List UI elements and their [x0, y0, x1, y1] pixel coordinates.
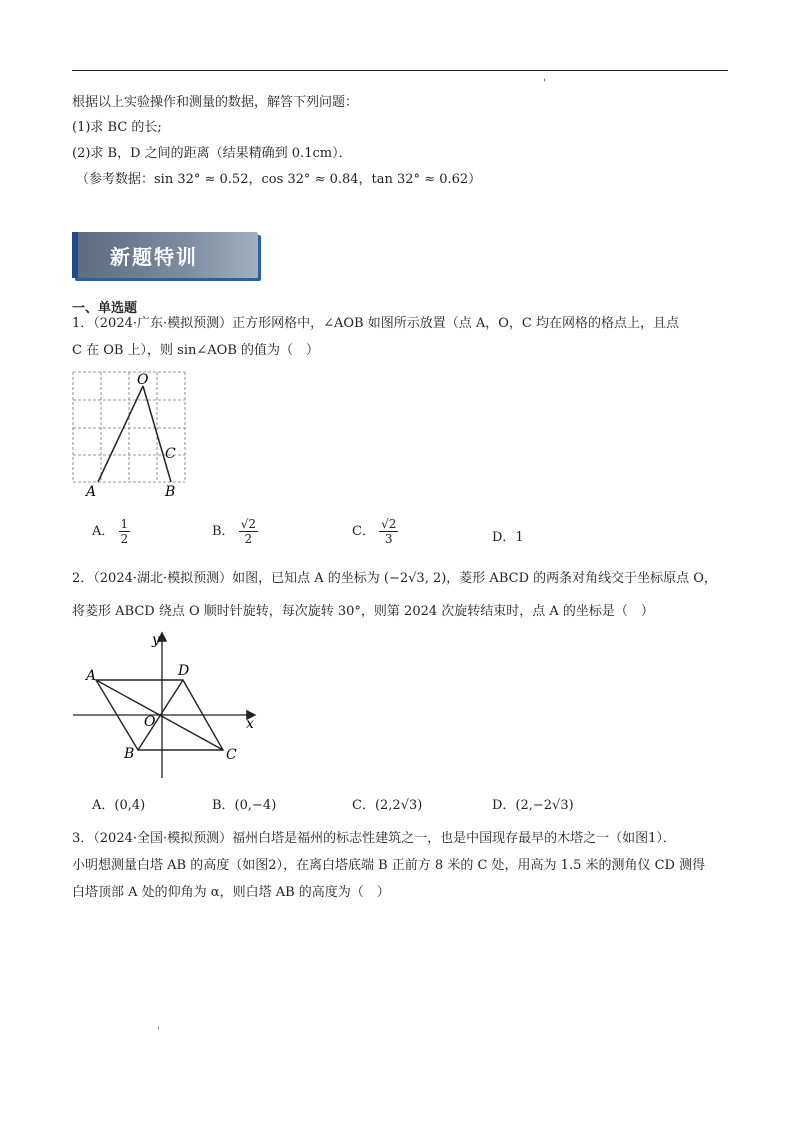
stray-mark-bottom: ': [157, 1026, 160, 1037]
top-rule: [72, 70, 728, 71]
q1-option-b-fraction: [239, 517, 258, 546]
q1-option-a-num: 1: [120, 517, 129, 531]
label-A: A: [86, 668, 97, 684]
q1-option-b-num: √2: [240, 517, 256, 531]
q2-option-c[interactable]: C．(2,2√3): [352, 798, 423, 813]
section-banner: [72, 232, 258, 284]
q1-option-b-prefix: B．: [212, 524, 235, 539]
label-O: O: [137, 372, 149, 388]
stray-mark: ': [543, 78, 546, 89]
label-C: C: [226, 747, 237, 763]
q2-option-a[interactable]: A．(0,4): [92, 798, 146, 813]
label-B: B: [124, 746, 135, 762]
label-x: x: [246, 716, 254, 732]
q2-line-2: 将菱形 ABCD 绕点 O 顺时针旋转，每次旋转 30°，则第 2024 次旋转结束时，点 A 的坐标是（ ）: [72, 604, 654, 619]
q1-line-1: 1．（2024·广东·模拟预测）正方形网格中，∠AOB 如图所示放置（点 A，O，C 均在网格的格点上，且点: [72, 316, 680, 331]
q2-option-d[interactable]: D．(2,−2√3): [492, 798, 574, 813]
q1-figure: [68, 366, 198, 502]
q1-line-2: C 在 OB 上），则 sin∠AOB 的值为（ ）: [72, 343, 320, 358]
label-y: y: [152, 632, 160, 648]
q1-option-c-den: 3: [384, 532, 393, 546]
label-D: D: [178, 663, 190, 679]
q1-option-d[interactable]: D．1: [492, 530, 524, 545]
q1-option-a-prefix: A．: [92, 524, 115, 539]
q2-figure: [68, 628, 268, 780]
q3-line-2: 小明想测量白塔 AB 的高度（如图2），在离白塔底端 B 正前方 8 米的 C 处，用高为 1.5 米的测角仪 CD 测得: [72, 858, 706, 873]
q1-option-a-fraction: [119, 517, 131, 546]
label-C: C: [165, 446, 176, 462]
banner-title: 新题特训: [110, 245, 198, 269]
q3-line-3: 白塔顶部 A 处的仰角为 α，则白塔 AB 的高度为（ ）: [72, 885, 390, 900]
label-A: A: [86, 484, 97, 500]
q1-option-c-fraction: [379, 517, 398, 546]
q3-line-1: 3．（2024·全国·模拟预测）福州白塔是福州的标志性建筑之一，也是中国现存最早的木塔之一（如图1）．: [72, 831, 676, 846]
q2-option-b[interactable]: B．(0,−4): [212, 798, 277, 813]
intro-line-2: (1)求 BC 的长;: [72, 120, 162, 135]
q1-option-b[interactable]: [212, 517, 258, 546]
q1-option-a-den: 2: [120, 532, 129, 546]
section-heading: 一、单选题: [72, 301, 138, 316]
intro-line-3: (2)求 B，D 之间的距离（结果精确到 0.1cm）．: [72, 146, 352, 161]
q1-grid: [73, 372, 185, 482]
q1-option-b-den: 2: [244, 532, 253, 546]
q1-option-c-prefix: C．: [352, 524, 375, 539]
q1-option-c-num: √2: [381, 517, 397, 531]
q1-option-a[interactable]: [92, 517, 130, 546]
intro-line-1: 根据以上实验操作和测量的数据，解答下列问题：: [72, 95, 359, 110]
label-B: B: [165, 484, 176, 500]
q1-option-c[interactable]: [352, 517, 398, 546]
q2-line-1: 2．（2024·湖北·模拟预测）如图，已知点 A 的坐标为 (−2√3, 2)，菱形 ABCD 的两条对角线交于坐标原点 O，: [72, 571, 717, 586]
intro-line-4: （参考数据：sin 32° ≈ 0.52，cos 32° ≈ 0.84，tan 32° ≈ 0.62）: [76, 172, 482, 187]
label-O: O: [144, 714, 156, 730]
